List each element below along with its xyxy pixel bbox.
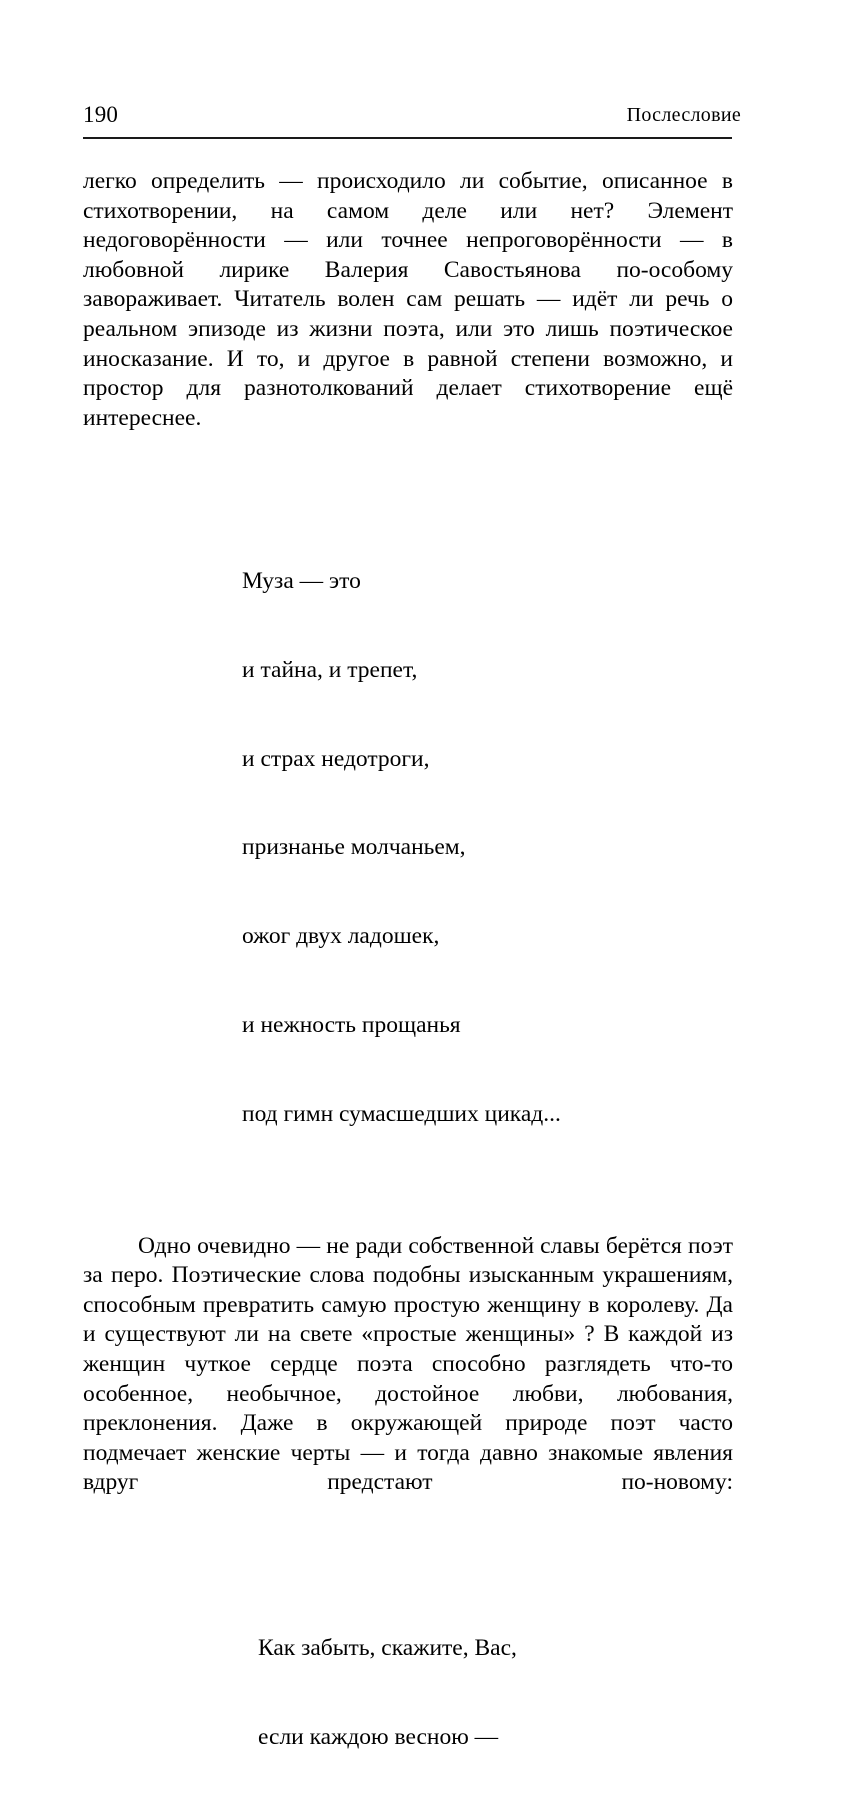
paragraph-odno-ochevidno: Одно очевидно — не ради собственной славы берётся поэт за перо. Поэтические слова подобны изысканным украшениям, способным превратить самую простую женщину в королеву. Да и существуют ли на свете «простые женщины» ? В каждой из женщин чуткое сердце поэта способно разглядеть что-то особенное, необычное, достойное любви, любования, преклонения. Даже в окружающей природе поэт часто подмечает женские черты — и тогда давно знакомые явления вдруг предстают по-новому: <box>83 1232 733 1496</box>
body-text <box>83 167 733 1811</box>
verse-block-muza <box>242 508 733 1189</box>
verse-line: признанье молчаньем, <box>242 834 466 861</box>
verse-line: ожог двух ладошек, <box>242 923 440 950</box>
running-head-title: Послесловие <box>626 104 741 126</box>
verse-line: если каждою весною — <box>258 1723 499 1750</box>
page-content <box>83 0 741 1811</box>
verse-spacer <box>83 1189 733 1232</box>
verse-line: Как забыть, скажите, Вас, <box>258 1634 517 1661</box>
verse-line: Муза — это <box>242 568 361 595</box>
verse-line: и страх недотроги, <box>242 745 430 772</box>
paragraph-continuation: легко определить — происходило ли событие, описанное в стихотворении, на самом деле или нет? Элемент недоговорённости — или точнее непроговорённости — в любовной лирике Валерия Савостьянова по-особому завораживает. Читатель волен сам решать — идёт ли речь о реальном эпизоде из жизни поэта, или это лишь поэтическое иносказание. И то, и другое в равной степени возможно, и простор для разнотолкований делает стихотворение ещё интереснее. <box>83 168 733 431</box>
running-head <box>83 101 741 141</box>
verse-line: и нежность прощанья <box>242 1012 461 1039</box>
verse-line: и тайна, и трепет, <box>242 656 418 683</box>
verse-block-kak-zabyt <box>258 1575 733 1811</box>
verse-line: под гимн сумасшедших цикад... <box>242 1100 561 1127</box>
page-number: 190 <box>83 102 119 127</box>
header-rule <box>83 137 732 139</box>
